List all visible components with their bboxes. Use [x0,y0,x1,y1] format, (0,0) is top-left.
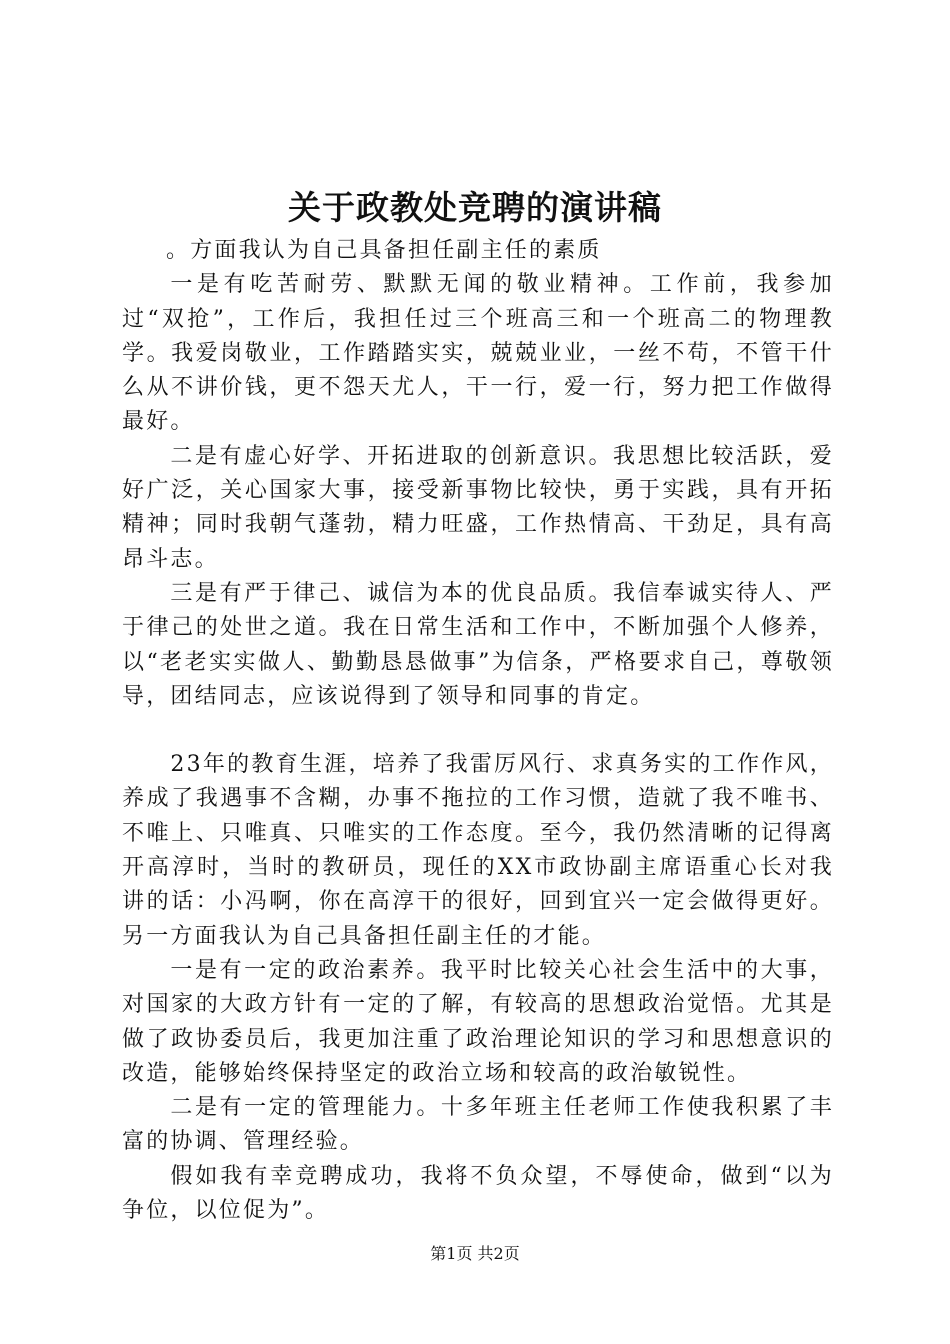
paragraph-innovation: 二是有虚心好学、开拓进取的创新意识。我思想比较活跃，爱好广泛，关心国家大事，接受新事物比较快，勇于实践，具有开拓精神；同时我朝气蓬勃，精力旺盛，工作热情高、干劲足，具有高昂斗志。 [122,443,834,572]
paragraph-political: 一是有一定的政治素养。我平时比较关心社会生活中的大事，对国家的大政方针有一定的了解，有较高的思想政治觉悟。尤其是做了政协委员后，我更加注重了政治理论知识的学习和思想意识的改造，能够始终保持坚定的政治立场和较高的政治敏锐性。 [122,957,834,1086]
paragraph-management: 二是有一定的管理能力。十多年班主任老师工作使我积累了丰富的协调、管理经验。 [122,1095,834,1155]
paragraph-career: 23年的教育生涯，培养了我雷厉风行、求真务实的工作作风，养成了我遇事不含糊，办事不拖拉的工作习惯，造就了我不唯书、不唯上、只唯真、只唯实的工作态度。至今，我仍然清晰的记得离开高淳时，当时的教研员，现任的XX市政协副主席语重心长对我讲的话：小冯啊，你在高淳干的很好，回到宜兴一定会做得更好。另一方面我认为自己具备担任副主任的才能。 [122,752,834,949]
document-title: 关于政教处竞聘的演讲稿 [288,188,662,227]
page-number: 第1页 共2页 [430,1244,520,1263]
paragraph-spacer [122,714,834,748]
paragraph-closing: 假如我有幸竞聘成功，我将不负众望，不辱使命，做到“以为争位，以位促为”。 [122,1163,834,1224]
paragraph-integrity: 三是有严于律己、诚信为本的优良品质。我信奉诚实待人、严于律己的处世之道。我在日常生活和工作中，不断加强个人修养，以“老老实实做人、勤勤恳恳做事”为信条，严格要求自己，尊敬领导，团结同志，应该说得到了领导和同事的肯定。 [122,580,834,709]
paragraph-intro: 。方面我认为自己具备担任副主任的素质 [166,238,602,263]
document-body [122,234,834,1228]
paragraph-diligence: 一是有吃苦耐劳、默默无闻的敬业精神。工作前，我参加过“双抢”，工作后，我担任过三个班高三和一个班高二的物理教学。我爱岗敬业，工作踏踏实实，兢兢业业，一丝不苟，不管干什么从不讲价钱，更不怨天尤人，干一行，爱一行，努力把工作做得最好。 [122,272,834,435]
